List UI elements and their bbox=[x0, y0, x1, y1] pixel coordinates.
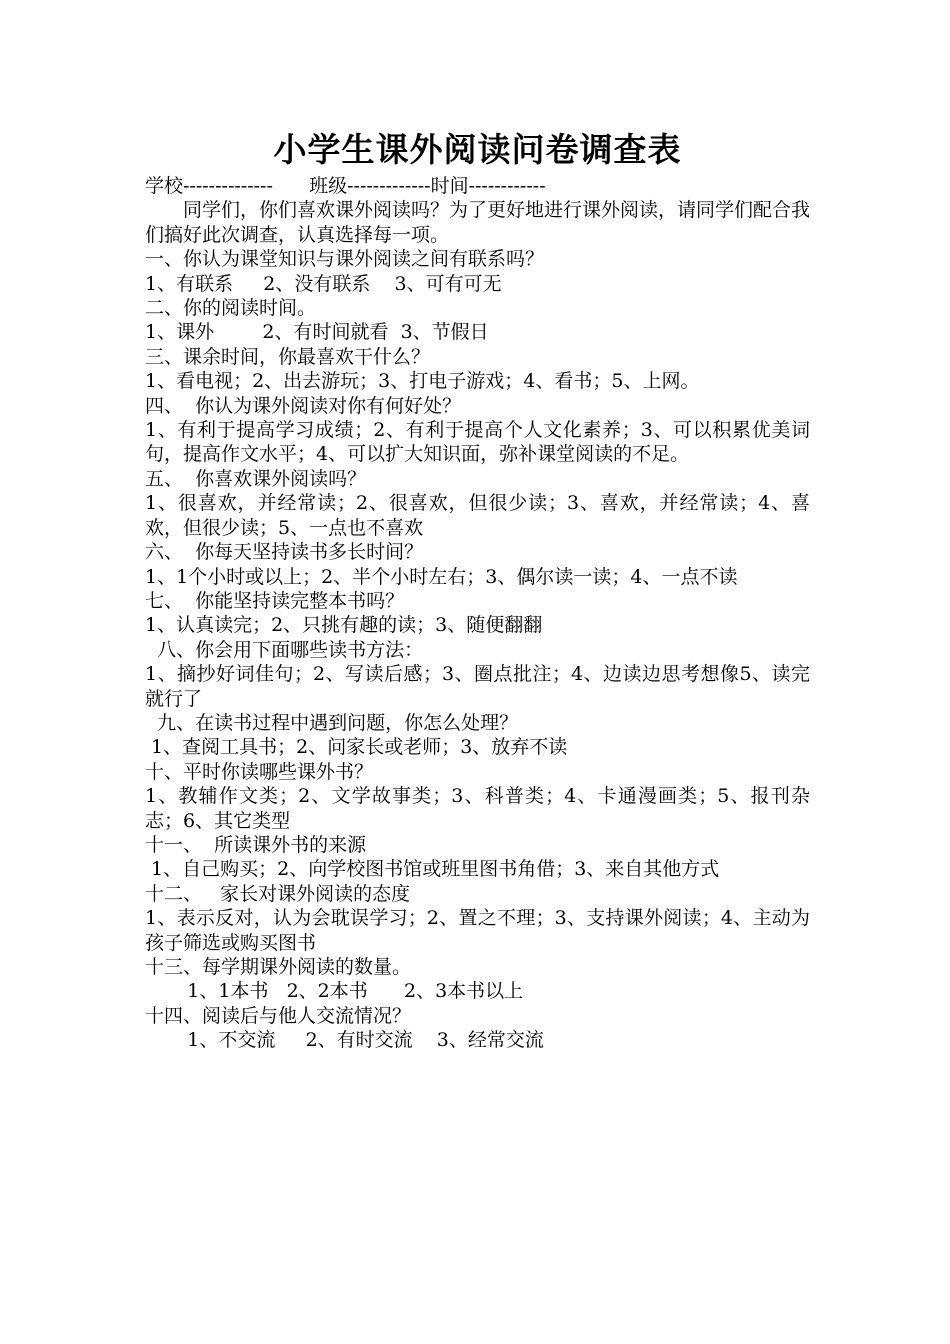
options-14: 1、不交流 2、有时交流 3、经常交流 bbox=[145, 1029, 544, 1052]
question-1: 一、你认为课堂知识与课外阅读之间有联系吗？ bbox=[145, 248, 545, 271]
question-7: 七、 你能坚持读完整本书吗？ bbox=[145, 589, 405, 612]
options-9: 1、查阅工具书；2、问家长或老师；3、放弃不读 bbox=[145, 736, 568, 759]
question-11: 十一、 所读课外书的来源 bbox=[145, 833, 367, 856]
options-11: 1、自己购买；2、向学校图书馆或班里图书角借；3、来自其他方式 bbox=[145, 858, 720, 881]
options-7: 1、认真读完；2、只挑有趣的读；3、随便翻翻 bbox=[145, 614, 543, 637]
question-12: 十二、 家长对课外阅读的态度 bbox=[145, 882, 411, 905]
question-14: 十四、阅读后与他人交流情况？ bbox=[145, 1004, 412, 1027]
survey-document bbox=[145, 128, 810, 1053]
options-5: 1、很喜欢，并经常读；2、很喜欢，但很少读；3、喜欢，并经常读；4、喜欢，但很少读；5、一点也不喜欢 bbox=[145, 492, 810, 539]
options-12: 1、表示反对，认为会耽误学习；2、置之不理；3、支持课外阅读；4、主动为孩子筛选或购买图书 bbox=[145, 907, 810, 954]
intro-paragraph: 同学们，你们喜欢课外阅读吗？为了更好地进行课外阅读，请同学们配合我们搞好此次调查，认真选择每一项。 bbox=[145, 199, 811, 246]
header-fields: 学校-------------- 班级-------------时间------------ bbox=[145, 175, 546, 197]
options-8: 1、摘抄好词佳句；2、写读后感；3、圈点批注；4、边读边思考想像5、读完就行了 bbox=[145, 663, 810, 710]
options-2: 1、课外 2、有时间就看 3、节假日 bbox=[145, 321, 489, 344]
question-8: 八、你会用下面哪些读书方法： bbox=[145, 638, 424, 661]
question-2: 二、你的阅读时间。 bbox=[145, 297, 317, 320]
question-6: 六、 你每天坚持读书多长时间？ bbox=[145, 541, 424, 564]
options-1: 1、有联系 2、没有联系 3、可有可无 bbox=[145, 272, 502, 295]
options-10: 1、教辅作文类；2、文学故事类；3、科普类；4、卡通漫画类；5、报刊杂志；6、其它类型 bbox=[145, 785, 810, 832]
options-13: 1、1本书 2、2本书 2、3本书以上 bbox=[145, 980, 524, 1003]
question-13: 十三、每学期课外阅读的数量。 bbox=[145, 956, 412, 978]
question-5: 五、 你喜欢课外阅读吗？ bbox=[145, 467, 367, 490]
document-title: 小学生课外阅读问卷调查表 bbox=[273, 130, 682, 169]
options-3: 1、看电视；2、出去游玩；3、打电子游戏；4、看书；5、上网。 bbox=[145, 370, 700, 393]
question-3: 三、课余时间，你最喜欢干什么？ bbox=[145, 345, 431, 368]
question-4: 四、 你认为课外阅读对你有何好处？ bbox=[145, 394, 462, 417]
options-4: 1、有利于提高学习成绩；2、有利于提高个人文化素养；3、可以积累优美词句，提高作文水平；4、可以扩大知识面，弥补课堂阅读的不足。 bbox=[145, 419, 810, 466]
question-9: 九、在读书过程中遇到问题，你怎么处理？ bbox=[145, 711, 519, 734]
question-10: 十、平时你读哪些课外书？ bbox=[145, 760, 374, 783]
options-6: 1、1个小时或以上；2、半个小时左右；3、偶尔读一读；4、一点不读 bbox=[145, 565, 738, 588]
